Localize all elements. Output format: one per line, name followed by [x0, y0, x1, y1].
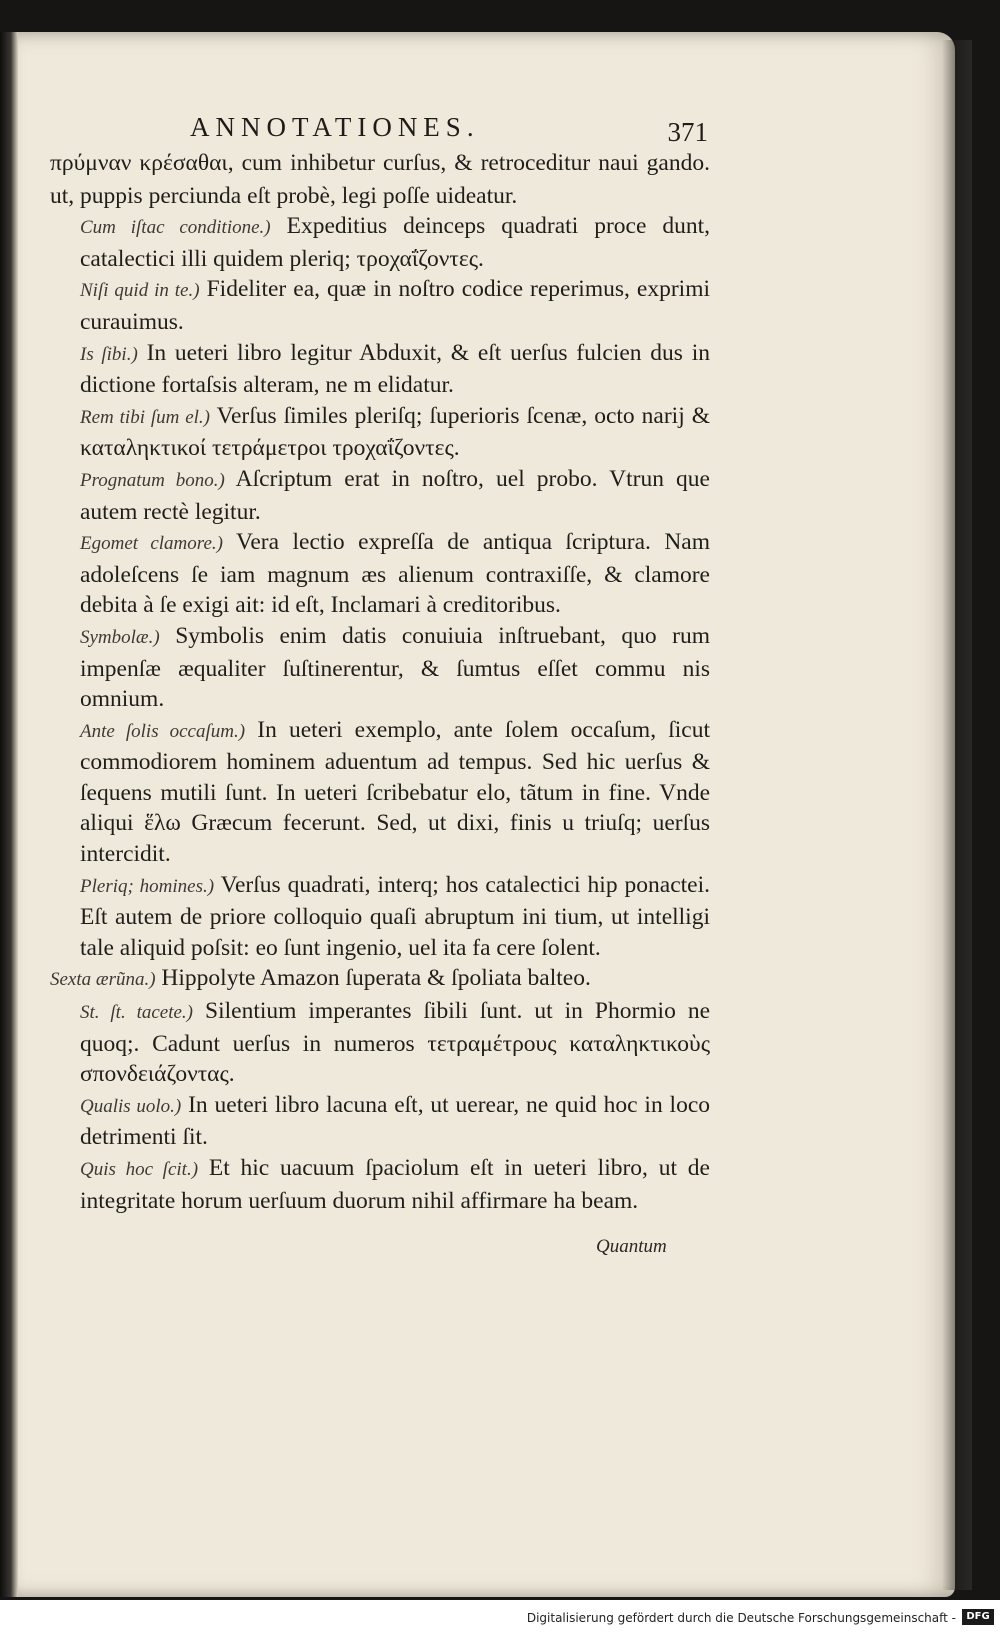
paragraph: [50, 527, 710, 621]
paragraph: [50, 996, 710, 1090]
running-header: ANNOTATIONES.: [190, 112, 480, 142]
lemma: Sexta ærũna.): [50, 969, 156, 991]
paragraph: [50, 1153, 710, 1216]
paragraph: [50, 211, 710, 274]
paragraph-text: Fideliter ea, quæ in noſtro codice reperimus, exprimi curauimus.: [80, 276, 711, 335]
paragraph: [50, 715, 710, 870]
funding-notice: Digitalisierung gefördert durch die Deutsche Forschungsgemeinschaft -: [526, 1611, 956, 1625]
paragraph-text: In ueteri exemplo, ante ſolem occaſum, ſicut commodiorem hominem aduentum ad tempus. Sed hic uerſus & ſequens mutili ſunt. In ueteri ſcribebatur elo, tãtum in fine. Vnde aliqui ἕλω Græcum fecerunt. Sed, ut dixi, finis u triuſq; uerſus intercidit.: [80, 716, 711, 868]
dfg-logo: DFG: [962, 1609, 994, 1625]
lemma: Cum iſtac conditione.): [80, 217, 271, 239]
catchword: Quantum: [596, 1236, 667, 1257]
lemma: Niſi quid in te.): [80, 280, 200, 302]
paragraph: [50, 148, 710, 211]
lemma: Prognatum bono.): [80, 469, 225, 491]
paragraph: [50, 621, 710, 715]
paragraph: [50, 464, 710, 527]
lemma: Egomet clamore.): [80, 533, 223, 555]
paragraph: [50, 1090, 710, 1153]
paragraph: [50, 401, 710, 464]
paragraph-text: πρύμναν κρέσαθαι, cum inhibetur curſus, & retroceditur naui gando. ut, puppis perciunda eſt probè, legi poſſe uideatur.: [50, 150, 710, 209]
paragraph: [50, 274, 710, 337]
lemma: Symbolæ.): [80, 626, 160, 648]
paragraph-text: Expeditius deinceps quadrati proce dunt, catalectici illi quidem pleriq; τροχαΐζοντες.: [80, 213, 711, 272]
paragraph-text: Hippolyte Amazon ſuperata & ſpoliata balteo.: [161, 965, 591, 992]
lemma: Quis hoc ſcit.): [80, 1159, 199, 1180]
paragraph-text: Verſus ſimiles pleriſq; ſuperioris ſcenæ, octo narij & καταληκτικοί τετράμετροι τροχαΐζοντες.: [80, 402, 710, 462]
footer-bar: [0, 1600, 1000, 1636]
paragraph: [50, 870, 710, 964]
paragraph-text: Et hic uacuum ſpaciolum eſt in ueteri libro, ut de integritate horum uerſuum duorum nihil affirmare ha beam.: [80, 1155, 710, 1214]
lemma: Ante ſolis occaſum.): [80, 720, 246, 742]
paragraph-text: Aſcriptum erat in noſtro, uel probo. Vtrun que autem rectè legitur.: [80, 465, 710, 525]
paragraph-text: Verſus quadrati, interq; hos catalectici hip ponactei. Eſt autem de priore colloquio quaſi abruptum ini tium, ut intelligi tale aliquid poſsit: eo ſunt ingenio, uel ita fa cere ſolent.: [80, 871, 710, 961]
page-number: 371: [667, 117, 708, 147]
lemma: Is ſibi.): [80, 343, 138, 365]
paragraph-text: In ueteri libro lacuna eſt, ut uerear, ne quid hoc in loco detrimenti ſit.: [80, 1091, 710, 1151]
paragraph-text: Symbolis enim datis conuiuia inſtruebant, quo rum impenſæ æqualiter ſuſtinerentur, & ſumtus eſſet commu nis omnium.: [80, 622, 710, 713]
lemma: Rem tibi ſum el.): [80, 406, 210, 428]
paragraph-text: Silentium imperantes ſibili ſunt. ut in Phormio ne quoq;. Cadunt uerſus in numeros τετραμέτρους καταληκτικοὺς σπονδειάζοντας.: [80, 998, 710, 1088]
annotation-text: [50, 148, 710, 1216]
paragraph: [50, 338, 710, 401]
lemma: St. ſt. tacete.): [80, 1002, 194, 1024]
paragraph-text: In ueteri libro legitur Abduxit, & eſt uerſus fulcien dus in dictione fortaſsis alteram, ne m elidatur.: [80, 339, 711, 399]
paragraph-text: Vera lectio expreſſa de antiqua ſcriptura. Nam adoleſcens ſe iam magnum æs alienum contraxiſſe, & clamore debita à ſe exigi ait: id eſt, Inclamari à creditoribus.: [80, 529, 711, 619]
page-edge-shadow: [942, 40, 972, 1590]
lemma: Pleriq; homines.): [80, 875, 215, 897]
lemma: Qualis uolo.): [80, 1095, 182, 1117]
paragraph: [50, 963, 710, 996]
book-gutter: [0, 32, 18, 1597]
